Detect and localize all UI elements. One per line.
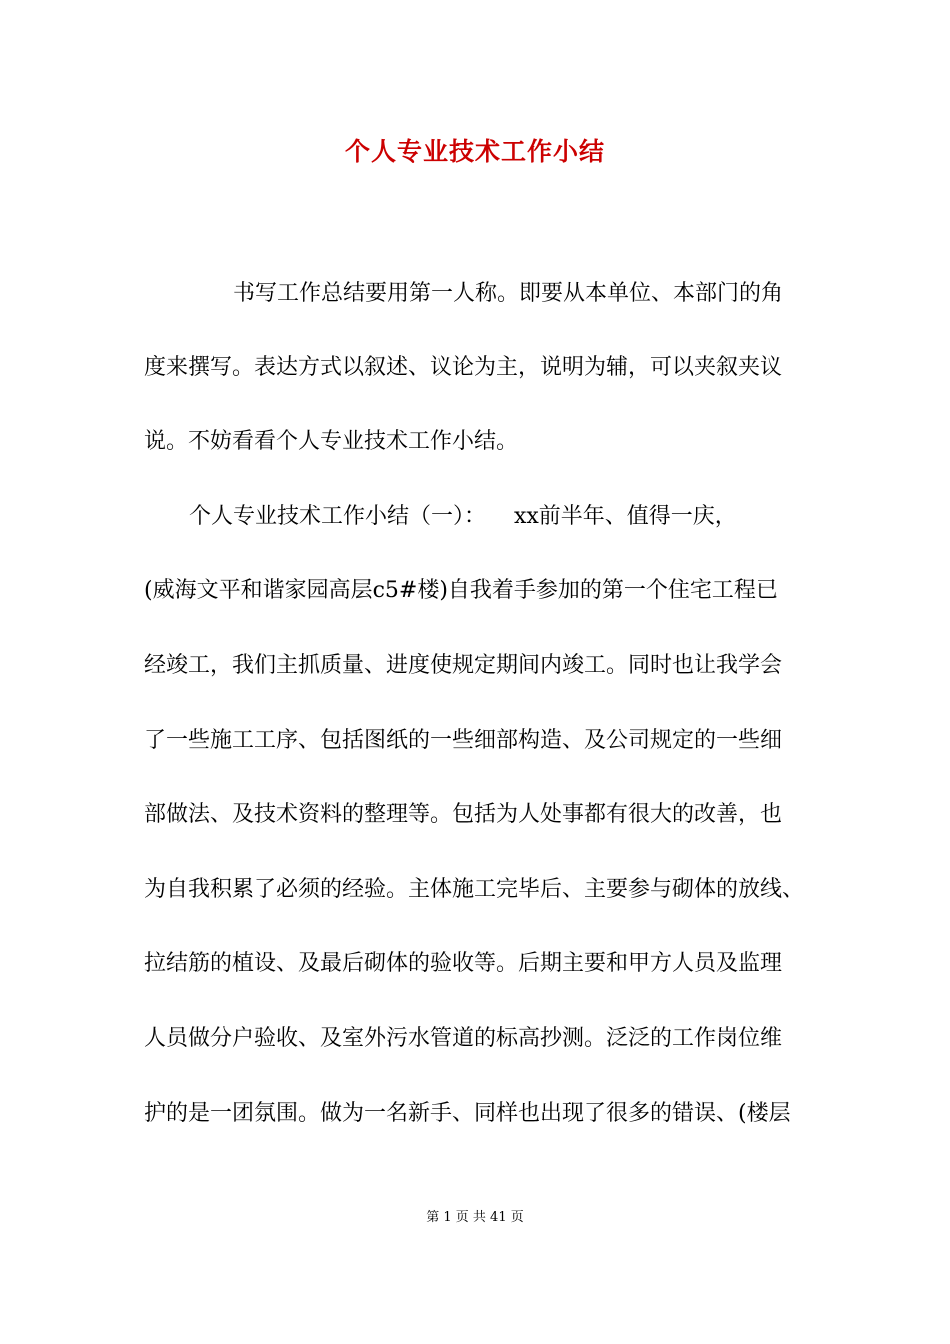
paragraph-line: 说。不妨看看个人专业技术工作小结。 xyxy=(144,429,519,454)
paragraph-line: 度来撰写。表达方式以叙述、议论为主，说明为辅，可以夹叙夹议 xyxy=(144,355,783,380)
document-title: 个人专业技术工作小结 xyxy=(344,137,605,166)
paragraph-line: 拉结筋的植设、及最后砌体的验收等。后期主要和甲方人员及监理 xyxy=(144,951,783,976)
paragraph-line: 了一些施工工序、包括图纸的一些细部构造、及公司规定的一些细 xyxy=(144,728,783,753)
page-number-footer: 第 1 页 共 41 页 xyxy=(426,1210,524,1225)
paragraph-line: 个人专业技术工作小结（一）： xx前半年、值得一庆， xyxy=(189,504,737,529)
paragraph-line: 人员做分户验收、及室外污水管道的标高抄测。泛泛的工作岗位维 xyxy=(144,1026,783,1051)
paragraph-line: (威海文平和谐家园高层c5#楼)自我着手参加的第一个住宅工程已 xyxy=(144,578,778,603)
paragraph-line: 书写工作总结要用第一人称。即要从本单位、本部门的角 xyxy=(233,281,784,306)
paragraph-line: 部做法、及技术资料的整理等。包括为人处事都有很大的改善，也 xyxy=(144,802,783,827)
paragraph-line: 为自我积累了必须的经验。主体施工完毕后、主要参与砌体的放线、 xyxy=(144,877,805,902)
paragraph-line: 护的是一团氛围。做为一名新手、同样也出现了很多的错误、(楼层 xyxy=(144,1101,791,1126)
paragraph-line: 经竣工，我们主抓质量、进度使规定期间内竣工。同时也让我学会 xyxy=(144,653,783,678)
